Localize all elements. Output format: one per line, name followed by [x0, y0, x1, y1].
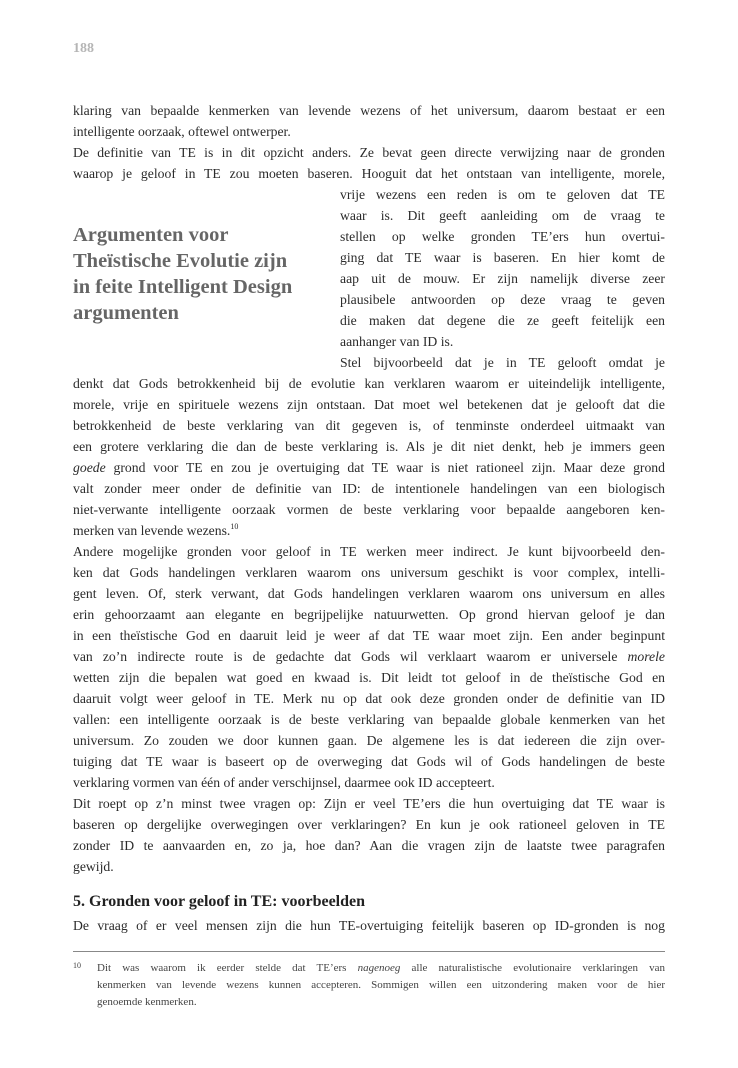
text-line: De vraag of er veel mensen zijn die hun TE-overtuiging feitelijk baseren op ID-gronden is nog [73, 918, 665, 933]
text-line: aap uit de mouw. Er zijn namelijk diverse zeer [340, 271, 665, 286]
emphasis: goede [73, 460, 106, 475]
body-text-after-heading [73, 915, 665, 936]
text-line: goede grond voor TE en zou je overtuiging dat TE waar is niet rationeel zijn. Maar deze grond [73, 460, 665, 475]
text-line: Dit roept op z’n minst twee vragen op: Zijn er veel TE’ers die hun overtuiging dat TE waar is [73, 796, 665, 811]
emphasis: nagenoeg [357, 962, 401, 974]
text-line: erin gehoorzaamt aan elegante en begrijpelijke natuurwetten. Op grond hiervan geloof je dan [73, 607, 665, 622]
text-line: morele, vrije en spirituele wezens zijn ontstaan. Dat moet wel betekenen dat je gelooft dat die [73, 397, 665, 412]
body-text-main [73, 373, 665, 877]
text-line: valt zonder meer onder de definitie van ID: de intentionele handelingen van een biologisch [73, 481, 665, 496]
text-line: waar is. Dit geeft aanleiding om de vraag te [340, 208, 665, 223]
footnote-number: 10 [73, 961, 81, 970]
body-text-top [73, 100, 665, 184]
text-line: in een theïstische God en daaruit leid je weer af dat TE waar moet zijn. Een ander beginpunt [73, 628, 665, 643]
text-line: De definitie van TE is in dit opzicht anders. Ze bevat geen directe verwijzing naar de gronden [73, 145, 665, 160]
text-line: gewijd. [73, 859, 114, 874]
text-line: daaruit volgt weer geloof in TE. Merk nu op dat ook deze gronden onder de definitie van ID [73, 691, 665, 706]
text-line: vrije wezens een reden is om te geloven dat TE [340, 187, 665, 202]
section-heading: 5. Gronden voor geloof in TE: voorbeelden [73, 893, 366, 910]
text-line: tuiging dat TE waar is baseert op de overweging dat Gods wil of Gods handelingen de beste [73, 754, 665, 769]
text-line: Dit was waarom ik eerder stelde dat TE’ers nagenoeg alle naturalistische evolutionaire verklaringen van [97, 962, 665, 974]
text-line: betrokkenheid de beste verklaring van dit gegeven is, of tenminste onderdeel uitmaakt van [73, 418, 665, 433]
emphasis: morele [627, 649, 665, 664]
pull-quote-line: argumenten [73, 302, 179, 324]
footnote-divider [73, 951, 665, 952]
text-line: wetten zijn die bepalen wat goed en kwaad is. Dit leidt tot geloof in de theïstische God en [73, 670, 665, 685]
text-line: van zo’n indirecte route is de gedachte dat Gods wil verklaart waarom er universele morele [73, 649, 665, 664]
page-number: 188 [73, 41, 94, 56]
text-line: die maken dat degene die ze geeft feitelijk een [340, 313, 665, 328]
text-line: een grotere verklaring die dan de beste verklaring is. Als je dit niet denkt, heb je immers geen [73, 439, 665, 454]
footnote-text [97, 960, 665, 1011]
text-line: universum. Zo zouden we door kunnen gaan. De algemene les is dat iedereen die zijn over- [73, 733, 665, 748]
text-line: denkt dat Gods betrokkenheid bij de evolutie kan verklaren waarom er uiteindelijk intelligente, [73, 376, 665, 391]
pull-quote-line: Theïstische Evolutie zijn [73, 250, 288, 272]
text-line: zonder ID te aanvaarden en, zo ja, hoe dan? Aan die vragen zijn de laatste twee paragrafen [73, 838, 665, 853]
footnote-reference[interactable]: 10 [230, 522, 239, 531]
text-line: plausibele antwoorden op deze vraag te geven [340, 292, 665, 307]
text-line: gent leven. Of, sterk verwant, dat Gods handelingen verklaren waarom ons universum en alles [73, 586, 665, 601]
text-line: Andere mogelijke gronden voor geloof in TE werken meer indirect. Je kunt bijvoorbeeld den- [73, 544, 665, 559]
text-line: aanhanger van ID is. [340, 334, 454, 349]
text-line: vallen: een intelligente oorzaak is de beste verklaring van bepaalde globale kenmerken van het [73, 712, 665, 727]
text-line: waarop je geloof in TE zou moeten baseren. Hooguit dat het ontstaan van intelligente, morele, [73, 166, 665, 181]
text-line: kenmerken van levende wezens kunnen accepteren. Sommigen willen een uitzondering maken voor de hier [97, 979, 665, 991]
text-line: verklaring vormen van één of ander verschijnsel, daarmee ook ID accepteert. [73, 775, 495, 790]
pull-quote-heading [73, 222, 323, 326]
text-line: ken dat Gods handelingen verklaren waarom ons universum geschikt is voor complex, intelli- [73, 565, 665, 580]
text-line: intelligente oorzaak, oftewel ontwerper. [73, 124, 291, 139]
pull-quote-line: in feite Intelligent Design [73, 276, 293, 298]
text-line: ging dat TE waar is baseren. En hier komt de [340, 250, 665, 265]
text-line: baseren op dergelijke overwegingen over verklaringen? En kun je ook rationeel geloven in TE [73, 817, 665, 832]
body-text-right-column [340, 184, 665, 373]
text-line: stellen op welke gronden TE’ers hun overtui- [340, 229, 665, 244]
text-line: merken van levende wezens.$^{10}$ [73, 522, 239, 538]
text-line: niet-verwante intelligente oorzaak vormen de beste verklaring voor bepaalde aangeboren ken- [73, 502, 665, 517]
text-line: genoemde kenmerken. [97, 996, 197, 1008]
text-line: Stel bijvoorbeeld dat je in TE gelooft omdat je [340, 355, 665, 370]
pull-quote-line: Argumenten voor [73, 224, 229, 246]
text-line: klaring van bepaalde kenmerken van levende wezens of het universum, daarom bestaat er een [73, 103, 665, 118]
